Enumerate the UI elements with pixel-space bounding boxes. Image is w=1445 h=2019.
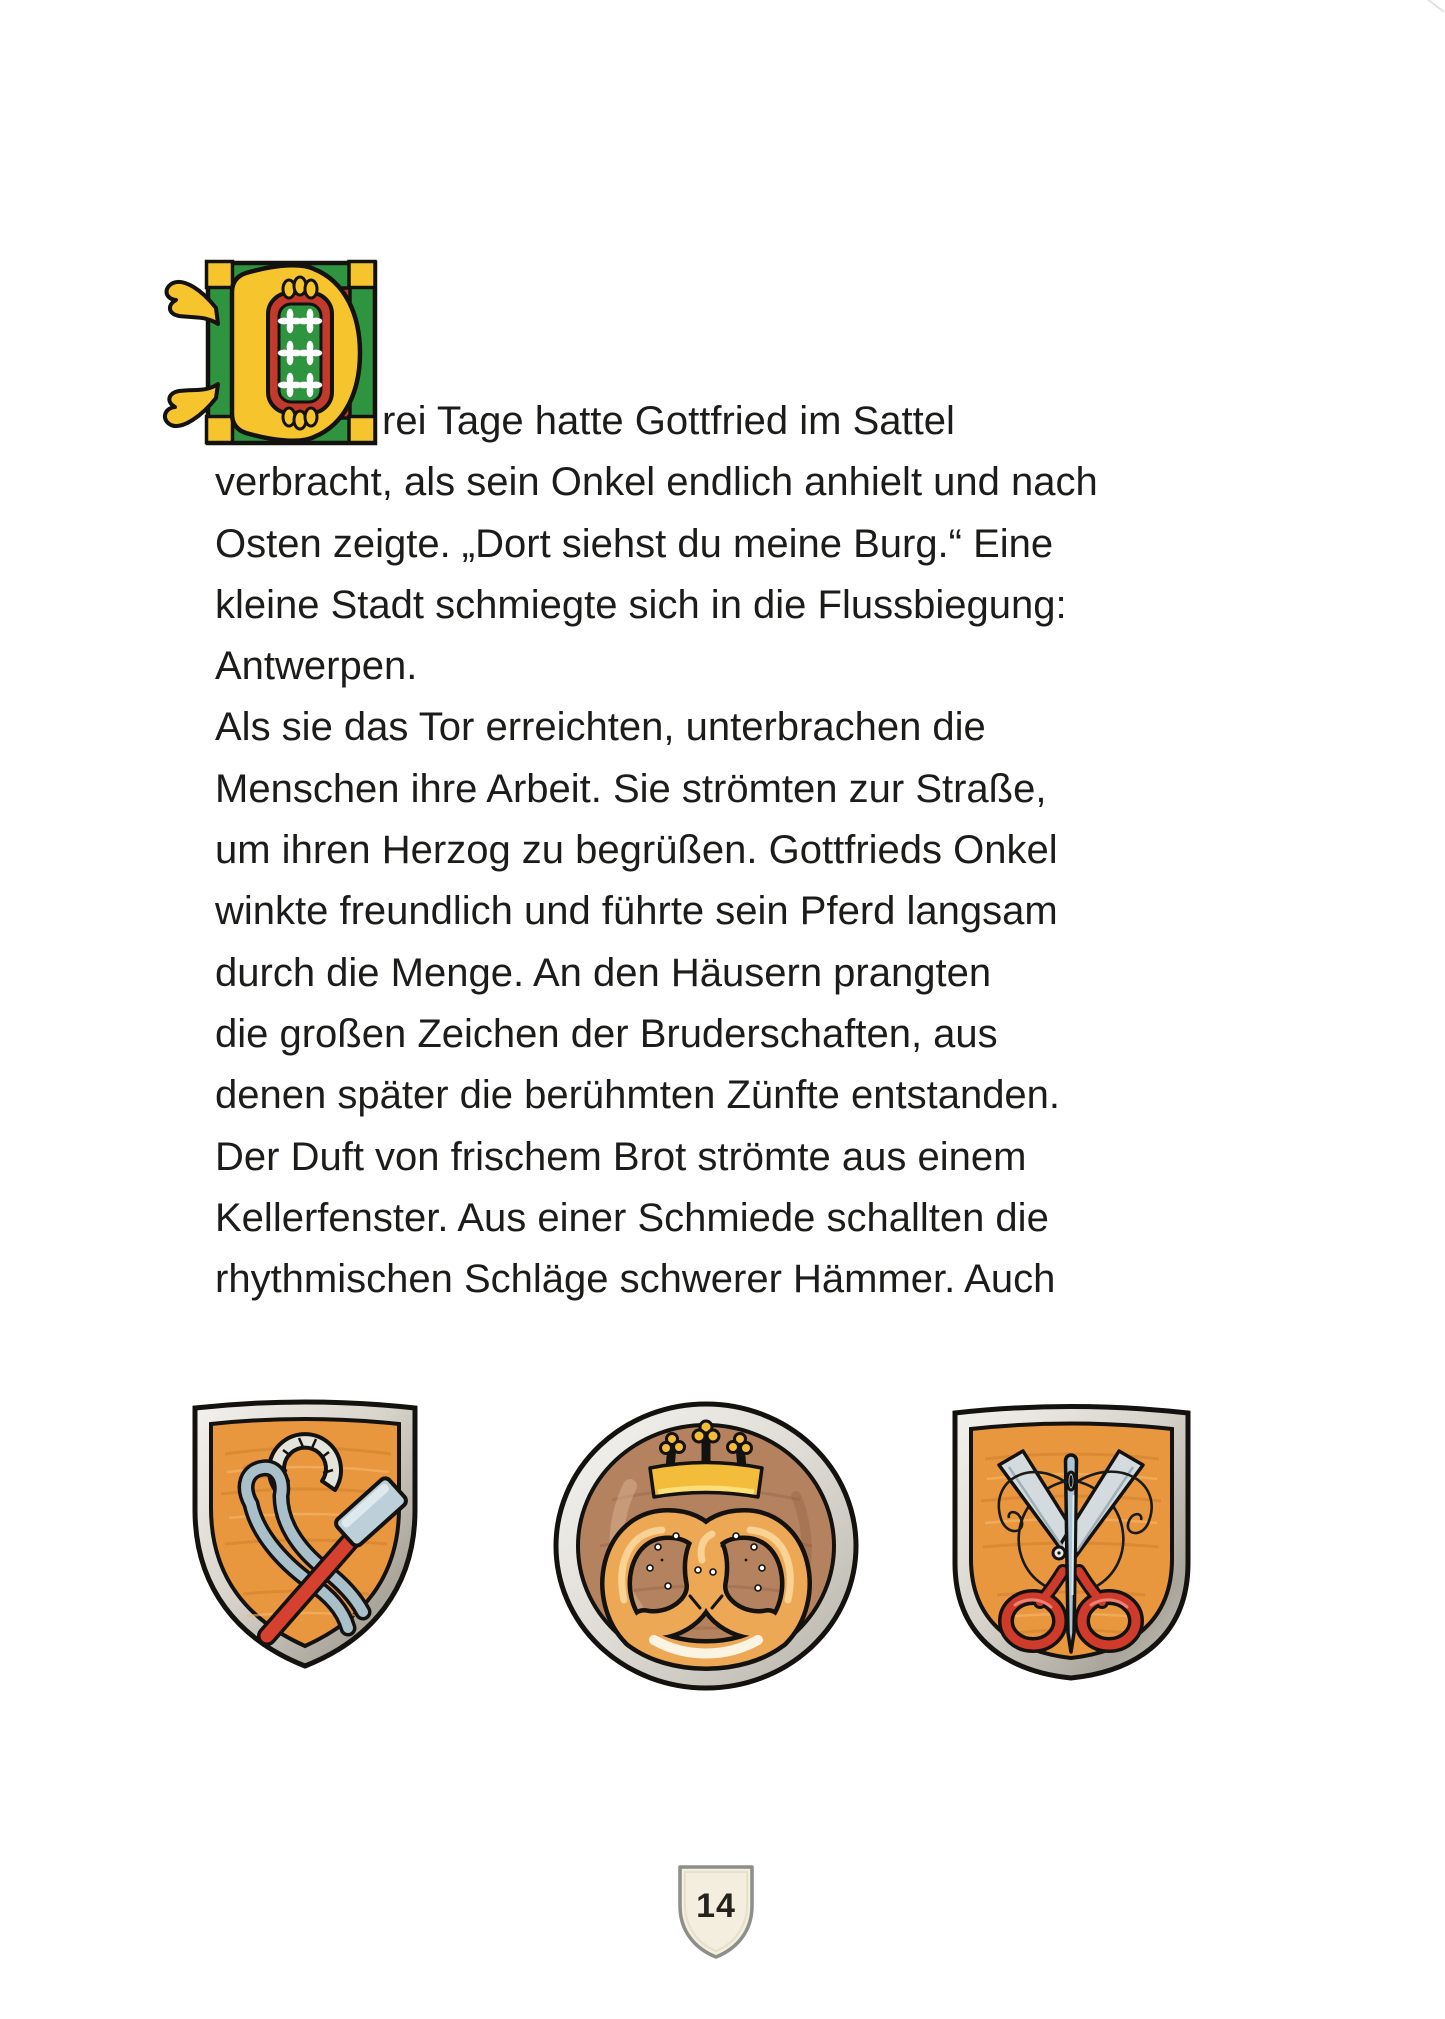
needle-icon: [1066, 1455, 1077, 1652]
scan-artifact: [1426, 0, 1445, 13]
story-line: durch die Menge. An den Häusern prangten: [215, 950, 992, 995]
story-line: rei Tage hatte Gottfried im Sattel: [382, 399, 955, 443]
story-line: Als sie das Tor erreichten, unterbrachen die: [215, 705, 986, 750]
story-line: Antwerpen.: [215, 644, 418, 689]
story-line: um ihren Herzog zu begrüßen. Gottfrieds Onkel: [215, 828, 1058, 873]
story-line: verbracht, als sein Onkel endlich anhielt und nach: [215, 460, 1098, 505]
story-line: denen später die berühmten Zünfte entstanden.: [215, 1073, 1061, 1118]
story-line: rhythmischen Schläge schwerer Hämmer. Auch: [215, 1257, 1056, 1302]
blacksmith-guild-shield-illustration: [185, 1392, 425, 1674]
story-line: winkte freundlich und führte sein Pferd langsam: [215, 889, 1058, 934]
story-line: die großen Zeichen der Bruderschaften, aus: [215, 1011, 998, 1056]
story-line: Menschen ihre Arbeit. Sie strömten zur Straße,: [215, 766, 1047, 811]
story-line: kleine Stadt schmiegte sich in die Flussbiegung:: [215, 582, 1067, 627]
story-text: [215, 391, 1305, 1310]
story-line: Kellerfenster. Aus einer Schmiede schallten die: [215, 1195, 1049, 1240]
tailor-guild-shield-illustration: [945, 1395, 1198, 1688]
page-number: 14: [696, 1887, 736, 1925]
story-line: Der Duft von frischem Brot strömte aus einem: [215, 1134, 1027, 1179]
baker-guild-roundel-illustration: [550, 1400, 862, 1692]
story-line: Osten zeigte. „Dort siehst du meine Burg.“ Eine: [215, 521, 1054, 566]
